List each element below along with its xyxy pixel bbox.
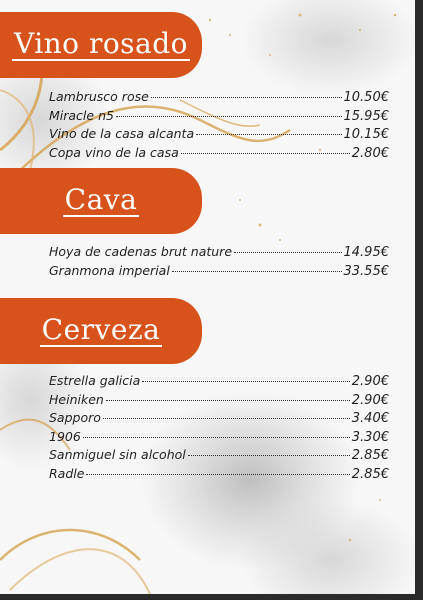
section-banner-vino-rosado bbox=[0, 12, 202, 78]
list-item bbox=[49, 145, 389, 164]
dot-leader bbox=[151, 97, 342, 98]
item-price: 3.30€ bbox=[351, 429, 389, 445]
item-price: 10.15€ bbox=[343, 127, 389, 142]
item-list-cava bbox=[49, 244, 389, 281]
item-name: Estrella galicia bbox=[49, 373, 141, 388]
list-item bbox=[49, 244, 389, 263]
item-list-vino-rosado bbox=[49, 89, 389, 163]
section-banner-cava bbox=[0, 168, 202, 234]
item-name: Granmona imperial bbox=[49, 262, 170, 278]
dot-leader bbox=[196, 134, 341, 135]
item-price: 14.95€ bbox=[343, 245, 389, 260]
dot-leader bbox=[116, 116, 342, 117]
dot-leader bbox=[188, 455, 350, 456]
dot-leader bbox=[103, 418, 350, 419]
item-name: Radle bbox=[49, 465, 85, 481]
section-title: Vino rosado bbox=[13, 27, 189, 61]
dot-leader bbox=[181, 153, 350, 154]
section-title: Cerveza bbox=[41, 313, 161, 347]
item-price: 33.55€ bbox=[343, 263, 389, 279]
list-item bbox=[49, 429, 389, 448]
item-name: Heiniken bbox=[49, 391, 104, 407]
item-name: Miracle n5 bbox=[49, 107, 114, 123]
list-item bbox=[49, 89, 389, 108]
dot-leader bbox=[234, 252, 341, 253]
item-name: Hoya de cadenas brut nature bbox=[49, 244, 233, 259]
item-price: 2.90€ bbox=[351, 392, 389, 408]
item-name: Copa vino de la casa bbox=[49, 144, 179, 160]
item-name: 1906 bbox=[49, 428, 81, 444]
item-name: Sapporo bbox=[49, 410, 101, 425]
item-name: Vino de la casa alcanta bbox=[49, 126, 195, 141]
item-list-cerveza bbox=[49, 373, 389, 484]
dot-leader bbox=[86, 474, 349, 475]
item-price: 3.40€ bbox=[351, 411, 389, 426]
item-name: Sanmiguel sin alcohol bbox=[49, 447, 186, 462]
dot-leader bbox=[83, 437, 350, 438]
item-price: 15.95€ bbox=[343, 108, 389, 124]
item-price: 2.90€ bbox=[351, 374, 389, 389]
item-price: 2.85€ bbox=[351, 466, 389, 482]
list-item bbox=[49, 447, 389, 466]
list-item bbox=[49, 410, 389, 429]
item-price: 2.85€ bbox=[351, 448, 389, 463]
list-item bbox=[49, 126, 389, 145]
section-banner-cerveza bbox=[0, 298, 202, 364]
list-item bbox=[49, 392, 389, 411]
item-price: 10.50€ bbox=[343, 90, 389, 105]
item-name: Lambrusco rose bbox=[49, 89, 149, 104]
item-price: 2.80€ bbox=[351, 145, 389, 161]
dot-leader bbox=[106, 400, 350, 401]
list-item bbox=[49, 373, 389, 392]
list-item bbox=[49, 466, 389, 485]
section-title: Cava bbox=[64, 183, 138, 217]
dot-leader bbox=[172, 271, 342, 272]
list-item bbox=[49, 263, 389, 282]
dot-leader bbox=[142, 381, 350, 382]
list-item bbox=[49, 108, 389, 127]
